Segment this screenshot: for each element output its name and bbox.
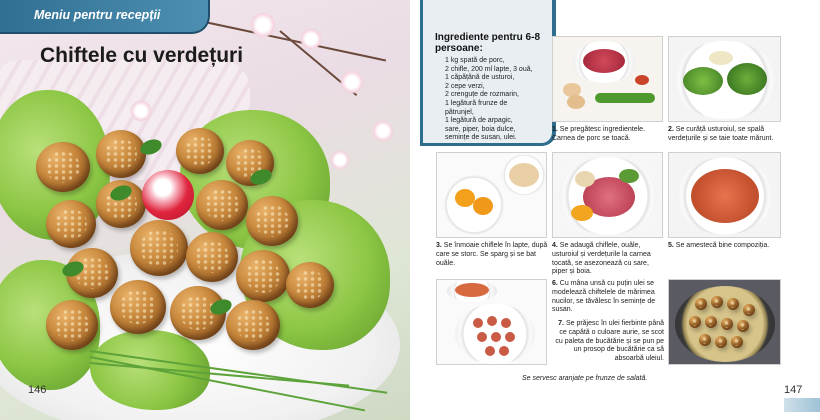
meatball	[236, 250, 290, 302]
ingredient-item: semințe de susan, ulei.	[445, 134, 517, 142]
step-text: Cu mâna unsă cu puțin ulei se modelează chiftelele de mărimea nucilor, se tăvălesc în semințe de susan.	[552, 280, 656, 314]
step-3-photo	[436, 152, 547, 238]
step-4-photo	[552, 152, 663, 238]
frying-meatball	[705, 316, 717, 328]
raw-meatball	[485, 346, 495, 356]
egg-yolk	[473, 197, 493, 215]
raw-meatball	[477, 332, 487, 342]
meatball	[130, 220, 188, 276]
meatball	[226, 300, 280, 350]
chopped-herbs	[683, 67, 723, 95]
step-number: 6.	[552, 280, 558, 287]
mixed-composition	[691, 169, 759, 223]
step-number: 4.	[552, 242, 558, 249]
minced-meat	[583, 49, 625, 73]
meatball	[110, 280, 166, 334]
step-6-photo	[436, 279, 547, 365]
step-1	[552, 126, 664, 144]
step-7-photo	[668, 279, 781, 365]
raw-meatball	[505, 332, 515, 342]
raw-meatball	[487, 316, 497, 326]
step-7	[552, 320, 664, 364]
step-text: Se pregătesc ingredientele. Carnea de porc se toacă.	[552, 126, 646, 142]
meatball	[176, 128, 224, 174]
blossom	[250, 12, 276, 38]
frying-meatball	[737, 320, 749, 332]
meatball	[46, 200, 96, 248]
frying-meatball	[699, 334, 711, 346]
bread	[575, 171, 595, 187]
ingredient-item: sare, piper, boia dulce,	[445, 125, 516, 133]
serving-note: Se servesc aranjate pe frunze de salată.	[522, 375, 648, 382]
step-2-photo	[668, 36, 781, 122]
section-tab	[0, 0, 210, 34]
step-1-photo	[552, 36, 663, 122]
step-text: Se amestecă bine compoziția.	[675, 242, 770, 249]
step-5-photo	[668, 152, 781, 238]
step-number: 2.	[668, 126, 674, 133]
step-number: 5.	[668, 242, 674, 249]
frying-meatball	[715, 336, 727, 348]
meatball	[286, 262, 334, 308]
ingredients-title: Ingrediente pentru 6-8 persoane:	[435, 32, 541, 54]
blossom	[372, 120, 394, 142]
frying-meatball	[727, 298, 739, 310]
raw-meatball	[491, 332, 501, 342]
step-6	[552, 280, 664, 315]
meatball	[196, 180, 248, 230]
page-number-bar	[784, 398, 820, 412]
ingredient-item: 1 legătură de arpagic,	[445, 117, 513, 125]
radish-garnish	[142, 170, 194, 220]
blossom	[340, 70, 364, 94]
ingredient-item: 1 legătură frunze de	[445, 99, 508, 107]
paprika	[635, 75, 649, 85]
ingredient-item: 1 căpățână de usturoi,	[445, 74, 515, 82]
frying-meatball	[731, 336, 743, 348]
meatball	[96, 130, 146, 178]
step-number: 7.	[558, 320, 564, 327]
soaked-bread	[509, 163, 539, 187]
raw-meatball	[501, 318, 511, 328]
step-3	[436, 242, 548, 268]
frying-meatball	[743, 304, 755, 316]
ingredient-item: 2 crenguțe de rozmarin,	[445, 91, 519, 99]
step-5	[668, 242, 782, 251]
ingredient-item: pătrunjel,	[445, 108, 474, 116]
page-number-right: 147	[784, 384, 803, 396]
meatball	[36, 142, 90, 192]
section-label: Meniu pentru recepții	[34, 8, 161, 22]
step-text: Se înmoaie chiflele în lapte, după care se storc. Se sparg și se bat ouăle.	[436, 242, 548, 267]
frying-meatball	[689, 316, 701, 328]
ingredient-item: 2 cepe verzi,	[445, 82, 485, 90]
herbs	[619, 169, 639, 183]
raw-meatball	[499, 346, 509, 356]
frying-meatball	[711, 296, 723, 308]
meatball	[186, 232, 238, 282]
frying-meatball	[695, 298, 707, 310]
step-number: 3.	[436, 242, 442, 249]
step-text: Se prăjesc în ulei fierbinte până ce capătă o culoare aurie, se scot cu paleta de bucătărie și se pun pe un prosop de bucătărie ca să absoarbă uleiul.	[555, 320, 664, 363]
blossom	[300, 28, 322, 50]
step-text: Se curăță usturoiul, se spală verdețurile și se taie toate mărunt.	[668, 126, 774, 142]
step-number: 1.	[552, 126, 558, 133]
chopped-herbs	[727, 63, 767, 95]
egg-yolk	[571, 205, 593, 221]
mixed-composition	[455, 283, 489, 297]
herbs	[595, 93, 655, 103]
meatball	[246, 196, 298, 246]
blossom	[330, 150, 350, 170]
page-number-left: 146	[28, 384, 47, 396]
ingredients-list	[445, 57, 560, 143]
right-page	[410, 0, 820, 420]
step-text: Se adaugă chiflele, ouăle, usturoiul și verdețurile la carnea tocată, se asezonează cu sare, piper și boia.	[552, 242, 651, 276]
eggs	[567, 95, 585, 109]
egg-yolk	[455, 189, 475, 207]
raw-meatball	[473, 318, 483, 328]
garlic	[709, 51, 733, 65]
blossom	[130, 100, 152, 122]
step-4	[552, 242, 664, 277]
ingredient-item: 2 chifle, 200 ml lapte, 3 ouă,	[445, 65, 533, 73]
frying-meatball	[721, 318, 733, 330]
meatball	[46, 300, 98, 350]
ingredients-box	[420, 0, 556, 146]
ingredient-item: 1 kg spată de porc,	[445, 57, 505, 64]
step-2	[668, 126, 782, 144]
recipe-title: Chiftele cu verdețuri	[40, 44, 244, 67]
